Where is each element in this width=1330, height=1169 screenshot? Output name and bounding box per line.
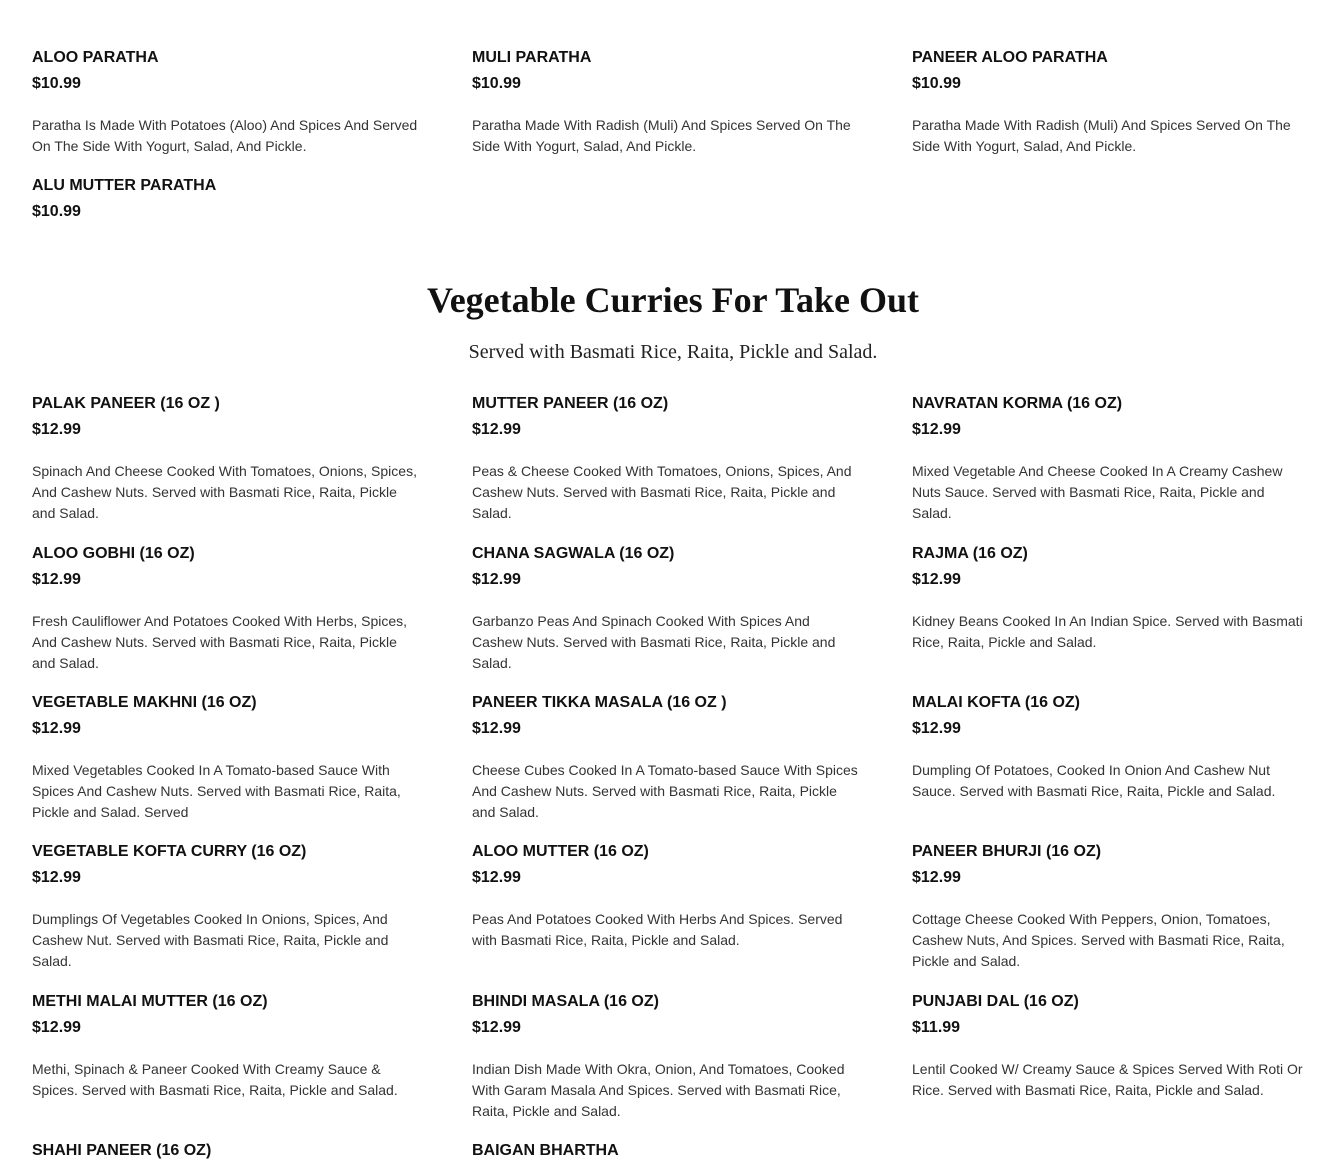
item-description: Spinach And Cheese Cooked With Tomatoes, Onions, Spices, And Cashew Nuts. Served with Basmati Rice, Raita, Pickle and Salad.	[32, 463, 417, 521]
menu-item[interactable]	[472, 48, 864, 157]
item-description: Dumplings Of Vegetables Cooked In Onions, Spices, And Cashew Nut. Served with Basmati Rice, Raita, Pickle and Salad.	[32, 911, 389, 969]
menu-item[interactable]	[32, 48, 424, 157]
menu-item[interactable]	[912, 992, 1304, 1101]
item-name: SHAHI PANEER (16 OZ)	[32, 1142, 212, 1159]
item-price: $11.99	[912, 1019, 961, 1036]
section-subtitle: Served with Basmati Rice, Raita, Pickle and Salad.	[468, 341, 878, 363]
item-name: ALOO GOBHI (16 OZ)	[32, 545, 195, 562]
item-description: Dumpling Of Potatoes, Cooked In Onion And Cashew Nut Sauce. Served with Basmati Rice, Raita, Pickle and Salad.	[912, 762, 1276, 799]
item-description: Mixed Vegetable And Cheese Cooked In A Creamy Cashew Nuts Sauce. Served with Basmati Rice, Raita, Pickle and Salad.	[912, 463, 1283, 521]
item-price: $12.99	[472, 421, 521, 438]
item-name: VEGETABLE KOFTA CURRY (16 OZ)	[32, 843, 307, 860]
menu-item[interactable]	[912, 693, 1304, 802]
item-description: Lentil Cooked W/ Creamy Sauce & Spices Served With Roti Or Rice. Served with Basmati Rice, Raita, Pickle and Salad.	[912, 1061, 1303, 1098]
item-price: $12.99	[472, 720, 521, 737]
menu-item[interactable]	[912, 842, 1304, 972]
item-description: Cottage Cheese Cooked With Peppers, Onion, Tomatoes, Cashew Nuts, And Spices. Served with Basmati Rice, Raita, Pickle and Salad.	[912, 911, 1285, 969]
item-name: ALOO MUTTER (16 OZ)	[472, 843, 649, 860]
item-description: Garbanzo Peas And Spinach Cooked With Spices And Cashew Nuts. Served with Basmati Rice, Raita, Pickle and Salad.	[472, 613, 836, 671]
item-name: NAVRATAN KORMA (16 OZ)	[912, 395, 1123, 412]
item-price: $12.99	[912, 421, 961, 438]
item-price: $12.99	[32, 571, 81, 588]
item-description: Fresh Cauliflower And Potatoes Cooked With Herbs, Spices, And Cashew Nuts. Served with Basmati Rice, Raita, Pickle and Salad.	[32, 613, 408, 671]
menu-item[interactable]	[32, 176, 424, 222]
item-description: Peas And Potatoes Cooked With Herbs And Spices. Served with Basmati Rice, Raita, Pickle and Salad.	[472, 911, 843, 948]
item-price: $10.99	[32, 75, 81, 92]
menu-item[interactable]	[472, 1141, 864, 1161]
item-price: $10.99	[472, 75, 521, 92]
item-description: Kidney Beans Cooked In An Indian Spice. Served with Basmati Rice, Raita, Pickle and Salad.	[912, 613, 1303, 650]
item-name: PALAK PANEER (16 OZ )	[32, 395, 220, 412]
section-title: Vegetable Curries For Take Out	[427, 280, 919, 320]
menu-item[interactable]	[32, 842, 424, 972]
menu-item[interactable]	[32, 992, 424, 1101]
item-description: Methi, Spinach & Paneer Cooked With Creamy Sauce & Spices. Served with Basmati Rice, Raita, Pickle and Salad.	[32, 1061, 398, 1098]
menu-item[interactable]	[472, 992, 864, 1122]
menu-item[interactable]	[472, 544, 864, 674]
menu-item[interactable]	[912, 544, 1304, 653]
item-price: $12.99	[32, 720, 81, 737]
item-price: $12.99	[32, 421, 81, 438]
item-description: Mixed Vegetables Cooked In A Tomato-based Sauce With Spices And Cashew Nuts. Served with Basmati Rice, Raita, Pickle and Salad. Served	[32, 762, 401, 820]
item-price: $12.99	[472, 869, 521, 886]
item-price: $12.99	[472, 1019, 521, 1036]
item-price: $12.99	[912, 571, 961, 588]
item-price: $12.99	[912, 869, 961, 886]
item-name: ALU MUTTER PARATHA	[32, 177, 217, 194]
item-name: PANEER ALOO PARATHA	[912, 49, 1108, 66]
item-name: CHANA SAGWALA (16 OZ)	[472, 545, 675, 562]
item-name: BAIGAN BHARTHA	[472, 1142, 619, 1159]
menu-item[interactable]	[32, 544, 424, 674]
item-name: METHI MALAI MUTTER (16 OZ)	[32, 993, 268, 1010]
item-description: Peas & Cheese Cooked With Tomatoes, Onions, Spices, And Cashew Nuts. Served with Basmati Rice, Raita, Pickle and Salad.	[472, 463, 852, 521]
menu-item[interactable]	[472, 693, 864, 823]
item-price: $10.99	[32, 203, 81, 220]
item-name: PUNJABI DAL (16 OZ)	[912, 993, 1079, 1010]
item-name: PANEER BHURJI (16 OZ)	[912, 843, 1102, 860]
menu-item[interactable]	[472, 394, 864, 524]
menu-item[interactable]	[912, 394, 1304, 524]
item-name: MUTTER PANEER (16 OZ)	[472, 395, 669, 412]
menu-item[interactable]	[32, 693, 424, 823]
item-description: Cheese Cubes Cooked In A Tomato-based Sauce With Spices And Cashew Nuts. Served with Basmati Rice, Raita, Pickle and Salad.	[472, 762, 858, 820]
menu-item[interactable]	[32, 1141, 424, 1161]
item-name: MULI PARATHA	[472, 49, 592, 66]
item-name: BHINDI MASALA (16 OZ)	[472, 993, 659, 1010]
item-price: $12.99	[32, 869, 81, 886]
menu-item[interactable]	[32, 394, 424, 524]
item-name: RAJMA (16 OZ)	[912, 545, 1028, 562]
item-price: $12.99	[912, 720, 961, 737]
item-name: MALAI KOFTA (16 OZ)	[912, 694, 1080, 711]
item-price: $12.99	[472, 571, 521, 588]
item-price: $12.99	[32, 1019, 81, 1036]
menu-item[interactable]	[472, 842, 864, 951]
item-description: Indian Dish Made With Okra, Onion, And Tomatoes, Cooked With Garam Masala And Spices. Served with Basmati Rice, Raita, Pickle and Salad.	[472, 1061, 845, 1119]
item-name: ALOO PARATHA	[32, 49, 159, 66]
item-description: Paratha Is Made With Potatoes (Aloo) And Spices And Served On The Side With Yogurt, Salad, And Pickle.	[32, 117, 418, 154]
item-description: Paratha Made With Radish (Muli) And Spices Served On The Side With Yogurt, Salad, And Pickle.	[912, 117, 1291, 154]
item-name: PANEER TIKKA MASALA (16 OZ )	[472, 694, 727, 711]
item-name: VEGETABLE MAKHNI (16 OZ)	[32, 694, 257, 711]
item-price: $10.99	[912, 75, 961, 92]
item-description: Paratha Made With Radish (Muli) And Spices Served On The Side With Yogurt, Salad, And Pickle.	[472, 117, 851, 154]
menu-item[interactable]	[912, 48, 1304, 157]
